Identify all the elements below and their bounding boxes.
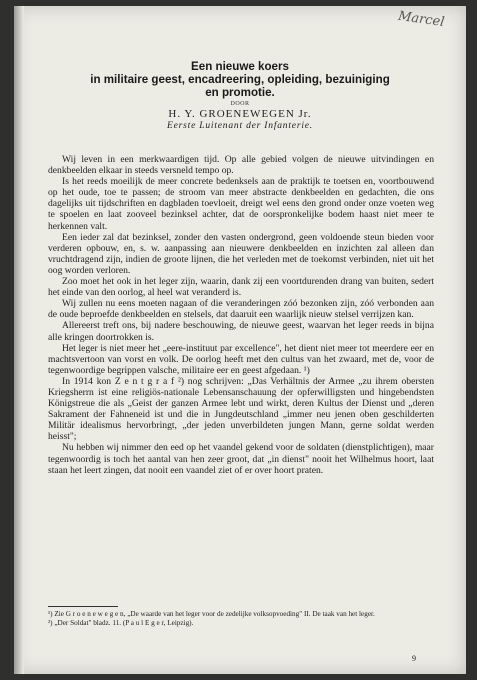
footnote-1: ¹) Zie G r o e n e w e g e n, „De waarde van het leger voor de zedelijke volksopvoeding" II. De taak van het leger. — [48, 610, 375, 618]
title-line-2: in militaire geest, encadreering, opleiding, bezuiniging — [90, 73, 390, 86]
title-block — [44, 60, 436, 132]
paragraph: Zoo moet het ook in het leger zijn, waarin, dank zij een voortdurenden drang van buiten, sedert het einde van den oorlog, al heel wat veranderd is. — [48, 276, 434, 299]
byline-door: DOOR — [230, 101, 250, 107]
paragraph: Wij zullen nu eens moeten nagaan of die veranderingen zóó bezonken zijn, zóó verbonden aan de oude beproefde denkbeelden en stelsels, dat daaruit een waarlijk nieuw stelsel verrijzen kan. — [48, 298, 434, 321]
author-name: H. Y. GROENEWEGEN Jr. — [168, 108, 312, 120]
page-spine-shadow — [14, 6, 24, 674]
document-page — [14, 6, 466, 674]
article-body — [48, 154, 434, 476]
paragraph: Allereerst treft ons, bij nadere beschouwing, de nieuwe geest, waarvan het leger reeds in bijna alle kringen doortrokken is. — [48, 320, 434, 343]
paragraph: In 1914 kon Z e n t g r a f ²) nog schrijven: „Das Verhältnis der Armee „zu ihrem obersten Kriegsherrn ist eine religiös-nationale Lebensanschauung der opferwilligsten und hingebendsten Königstreue die als „Geist der ganzen Armee lebt und wirkt, deren Kultus der Dienst und „deren Sakrament der Fahneneid ist und die in Jungdeutschland „immer neu jenen oben geschilderten Militär idealismus hervorbringt, „der jeden unverbildeten jungen Mann, gerne soldat werden heisst"; — [48, 375, 434, 443]
title-line-1: Een nieuwe koers — [191, 60, 289, 73]
paragraph: Een ieder zal dat bezinksel, zonder den vasten ondergrond, geen voldoende steun bieden voor verderen opbouw, en, s. w. aanpassing aan nieuwere denkbeelden en inzichten zal alleen dan vruchtdragend zijn, indien de groote lijnen, die het verleden met de toekomst verbinden, niet uit het oog worden verloren. — [48, 231, 434, 276]
title-line-3: en promotie. — [205, 86, 275, 99]
paragraph: Nu hebben wij nimmer den eed op het vaandel gekend voor de soldaten (dienstplichtigen), maar tegenwoordig is toch het aantal van hen zeer groot, dat „in dienst" nooit het Wilhelmus hoort, laat staan het leert zingen, dat nooit een vaandel ziet of er over hoort praten. — [48, 442, 434, 476]
footnotes — [48, 610, 434, 628]
paragraph: Is het reeds moeilijk de meer concrete bedenksels aan de praktijk te toetsen en, voortbouwend op het oude, toe te passen; de stroom van meer abstracte denkbeelden en gedachten, die ons dagelijks uit tijdschriften en dagbladen toevloeit, dreigt wel eens den grond onder onze voeten weg te spoelen en laat zooveel bezinksel achter, dat de oorspronkelijke bodem haast niet meer te herkennen valt. — [48, 176, 434, 232]
footnote-rule — [48, 606, 118, 607]
paragraph: Het leger is niet meer het „eere-instituut par excellence", het dient niet meer tot meerdere eer en machtsvertoon van vorst en volk. De oorlog heeft met den cultus van het zwaard, met de, voor de tegenwoordige begrippen valsche, militaire eer en geest afgedaan. ¹) — [48, 342, 434, 376]
paragraph: Wij leven in een merkwaardigen tijd. Op alle gebied volgen de nieuwe uitvindingen en denkbeelden elkaar in steeds versneld tempo op. — [48, 154, 434, 177]
footnote-2: ²) „Der Soldat" bladz. 11. (P a u l E g e r, Leipzig). — [48, 619, 194, 627]
author-rank: Eerste Luitenant der Infanterie. — [167, 121, 313, 131]
page-number: 9 — [412, 654, 416, 663]
handwritten-note: Marcel — [396, 8, 445, 31]
